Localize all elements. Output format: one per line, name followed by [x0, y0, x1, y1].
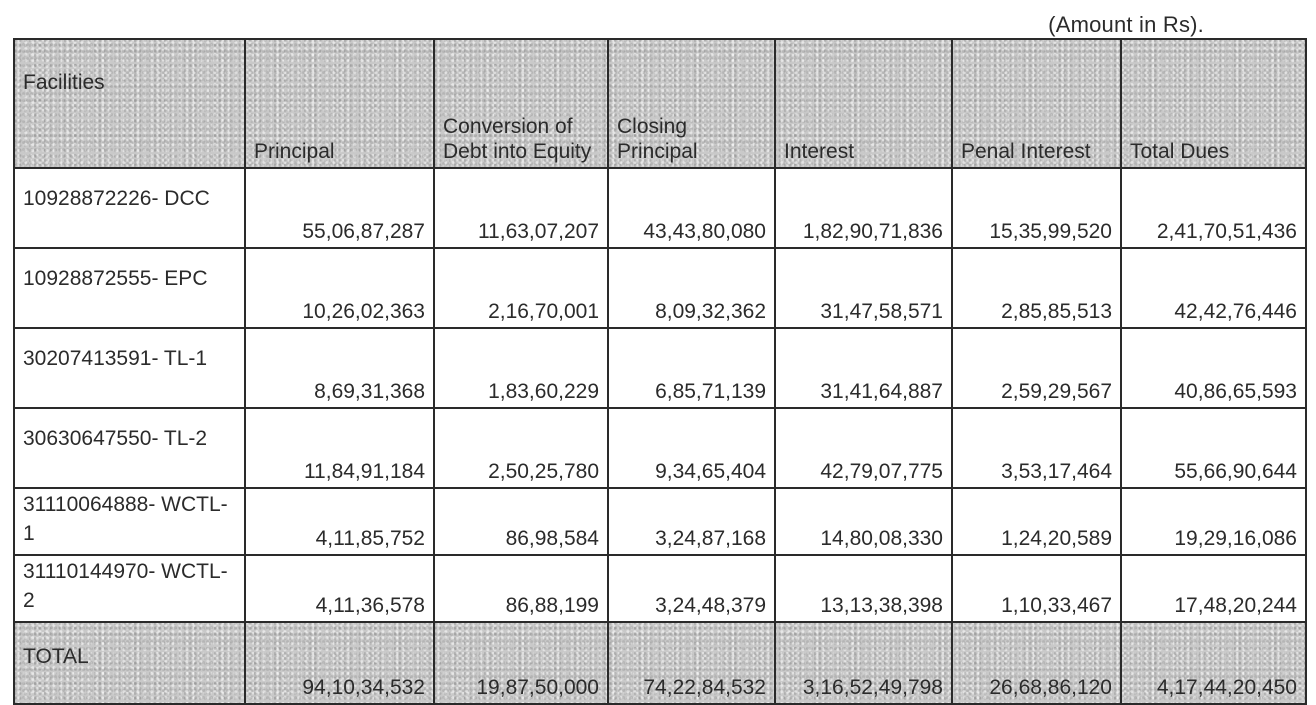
dues-table	[13, 38, 1307, 705]
table-row	[14, 408, 1306, 488]
closing-principal-cell: 43,43,80,080	[608, 168, 775, 248]
principal-cell: 4,11,85,752	[245, 488, 434, 555]
facility-cell: 30207413591- TL-1	[14, 328, 245, 408]
table-row	[14, 555, 1306, 622]
principal-cell: 4,11,36,578	[245, 555, 434, 622]
total-dues-cell: 55,66,90,644	[1121, 408, 1306, 488]
penal-interest-cell: 1,10,33,467	[952, 555, 1121, 622]
facility-cell: 30630647550- TL-2	[14, 408, 245, 488]
principal-cell: 8,69,31,368	[245, 328, 434, 408]
header-closing-principal: Closing Principal	[608, 39, 775, 168]
table-row	[14, 488, 1306, 555]
header-facilities: Facilities	[14, 39, 245, 168]
table-row	[14, 168, 1306, 248]
header-principal: Principal	[245, 39, 434, 168]
total-dues-cell: 2,41,70,51,436	[1121, 168, 1306, 248]
conversion-cell: 2,16,70,001	[434, 248, 608, 328]
closing-principal-cell: 6,85,71,139	[608, 328, 775, 408]
penal-interest-cell: 2,85,85,513	[952, 248, 1121, 328]
header-interest: Interest	[775, 39, 952, 168]
principal-cell: 11,84,91,184	[245, 408, 434, 488]
total-penal-interest: 26,68,86,120	[952, 622, 1121, 704]
total-total-dues: 4,17,44,20,450	[1121, 622, 1306, 704]
facility-cell: 31110064888- WCTL-1	[14, 488, 245, 555]
total-row	[14, 622, 1306, 704]
total-dues-cell: 19,29,16,086	[1121, 488, 1306, 555]
penal-interest-cell: 2,59,29,567	[952, 328, 1121, 408]
conversion-cell: 11,63,07,207	[434, 168, 608, 248]
conversion-cell: 86,98,584	[434, 488, 608, 555]
penal-interest-cell: 15,35,99,520	[952, 168, 1121, 248]
penal-interest-cell: 1,24,20,589	[952, 488, 1121, 555]
closing-principal-cell: 3,24,87,168	[608, 488, 775, 555]
facility-cell: 31110144970- WCTL-2	[14, 555, 245, 622]
interest-cell: 42,79,07,775	[775, 408, 952, 488]
interest-cell: 14,80,08,330	[775, 488, 952, 555]
total-dues-cell: 42,42,76,446	[1121, 248, 1306, 328]
conversion-cell: 2,50,25,780	[434, 408, 608, 488]
closing-principal-cell: 8,09,32,362	[608, 248, 775, 328]
facility-cell: 10928872555- EPC	[14, 248, 245, 328]
table-row	[14, 248, 1306, 328]
total-dues-cell: 40,86,65,593	[1121, 328, 1306, 408]
facility-cell: 10928872226- DCC	[14, 168, 245, 248]
principal-cell: 10,26,02,363	[245, 248, 434, 328]
total-closing-principal: 74,22,84,532	[608, 622, 775, 704]
total-conversion: 19,87,50,000	[434, 622, 608, 704]
interest-cell: 31,41,64,887	[775, 328, 952, 408]
total-interest: 3,16,52,49,798	[775, 622, 952, 704]
interest-cell: 31,47,58,571	[775, 248, 952, 328]
conversion-cell: 86,88,199	[434, 555, 608, 622]
total-dues-cell: 17,48,20,244	[1121, 555, 1306, 622]
header-conversion-of-debt-into-equity: Conversion of Debt into Equity	[434, 39, 608, 168]
interest-cell: 1,82,90,71,836	[775, 168, 952, 248]
header-penal-interest: Penal Interest	[952, 39, 1121, 168]
table-row	[14, 328, 1306, 408]
total-principal: 94,10,34,532	[245, 622, 434, 704]
closing-principal-cell: 3,24,48,379	[608, 555, 775, 622]
amount-unit-note: (Amount in Rs).	[1048, 12, 1204, 37]
closing-principal-cell: 9,34,65,404	[608, 408, 775, 488]
header-total-dues: Total Dues	[1121, 39, 1306, 168]
penal-interest-cell: 3,53,17,464	[952, 408, 1121, 488]
total-label: TOTAL	[14, 622, 245, 704]
conversion-cell: 1,83,60,229	[434, 328, 608, 408]
principal-cell: 55,06,87,287	[245, 168, 434, 248]
table-header-row	[14, 39, 1306, 168]
interest-cell: 13,13,38,398	[775, 555, 952, 622]
